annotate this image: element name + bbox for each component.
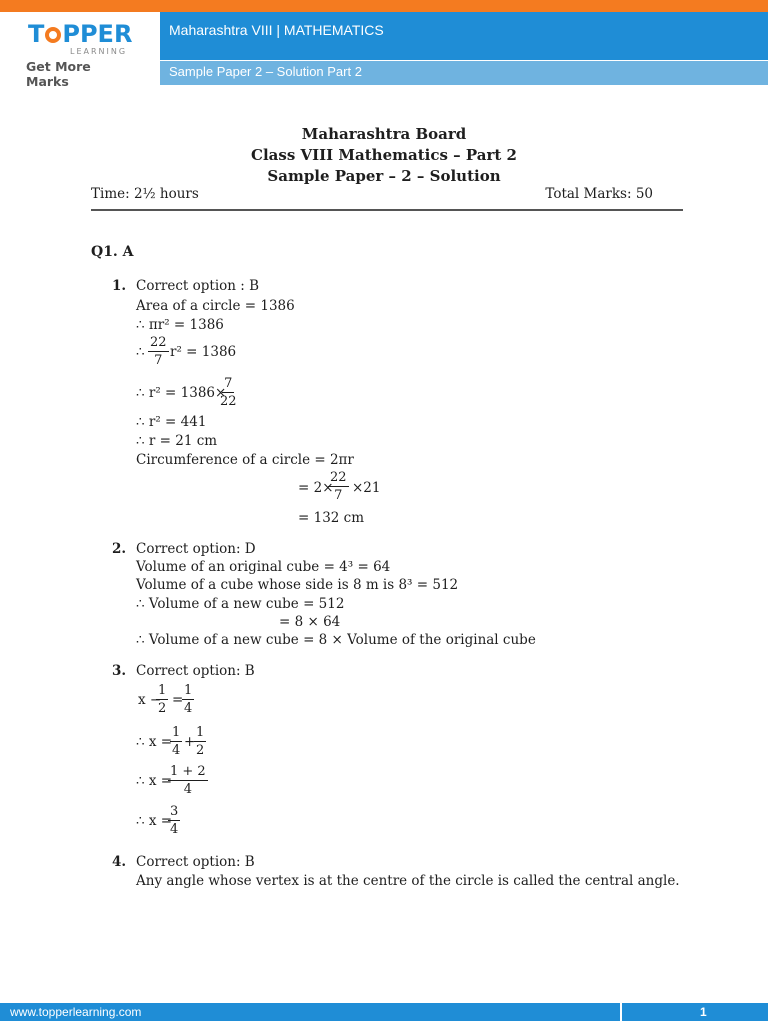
- fraction-numerator: 22: [150, 335, 167, 350]
- q4-number: 4.: [112, 854, 127, 870]
- q1-line-prefix: ∴: [136, 344, 145, 360]
- fraction-numerator: 1: [184, 683, 193, 698]
- q2-line: ∴ Volume of a new cube = 512: [136, 596, 345, 612]
- q2-line: = 8 × 64: [279, 614, 341, 630]
- q3-fraction: [156, 682, 168, 717]
- fraction-numerator: 1: [196, 725, 205, 740]
- document-titles: [0, 124, 768, 187]
- fraction-numerator: 3: [170, 804, 179, 819]
- q1-fraction: [148, 334, 169, 369]
- footer-bar: [0, 1003, 768, 1021]
- q1-line: ∴ πr² = 1386: [136, 317, 224, 333]
- q1-line-suffix: r² = 1386: [170, 344, 237, 360]
- fraction-numerator: 22: [330, 470, 347, 485]
- topper-logo[interactable]: [24, 20, 136, 89]
- logo-subtext: LEARNING: [70, 47, 128, 56]
- logo-wordmark: T PPER: [28, 20, 133, 48]
- q1-line: = 132 cm: [298, 510, 365, 526]
- logo-o-ring-icon: [45, 27, 61, 43]
- q2-number: 2.: [112, 541, 127, 557]
- q3-number: 3.: [112, 663, 127, 679]
- q3-line-prefix: ∴ x =: [136, 734, 173, 750]
- footer-separator: [620, 1003, 622, 1021]
- header-title-bar: [160, 12, 768, 60]
- q2-line: ∴ Volume of a new cube = 8 × Volume of the original cube: [136, 632, 536, 648]
- q3-option: Correct option: B: [136, 663, 255, 679]
- fraction-denominator: 2: [158, 701, 167, 716]
- q1-fraction: [328, 469, 349, 504]
- logo-tagline: Get More Marks: [26, 59, 91, 89]
- q3-fraction: [182, 682, 194, 717]
- fraction-denominator: 4: [183, 782, 192, 797]
- fraction-denominator: 4: [172, 743, 181, 758]
- q4-line: Any angle whose vertex is at the centre of the circle is called the central angle.: [136, 873, 680, 889]
- fraction-denominator: 7: [154, 353, 163, 368]
- fraction-denominator: 4: [170, 822, 179, 837]
- header-subtitle: Sample Paper 2 – Solution Part 2: [169, 64, 362, 79]
- section-heading: Q1. A: [91, 244, 134, 260]
- q3-line-mid: =: [172, 692, 184, 708]
- q3-fraction: [168, 763, 208, 798]
- q3-fraction: [168, 803, 180, 838]
- q1-option: Correct option : B: [136, 278, 260, 294]
- board-title: Maharashtra Board: [301, 125, 467, 143]
- fraction-denominator: 2: [196, 743, 205, 758]
- q1-line: Circumference of a circle = 2πr: [136, 452, 354, 468]
- q3-line-mid: +: [184, 734, 196, 750]
- divider-rule: [91, 209, 683, 211]
- q1-line-prefix: ∴ r² = 1386×: [136, 385, 227, 401]
- q2-line: Volume of a cube whose side is 8 m is 8³ = 512: [136, 577, 459, 593]
- fraction-numerator: 1: [172, 725, 181, 740]
- fraction-denominator: 22: [220, 394, 237, 409]
- q2-line: Volume of an original cube = 4³ = 64: [136, 559, 391, 575]
- q3-line-prefix: x −: [138, 692, 162, 708]
- q1-line: Area of a circle = 1386: [136, 298, 295, 314]
- fraction-numerator: 1 + 2: [170, 764, 206, 779]
- q3-fraction: [194, 724, 206, 759]
- time-label: Time: 2½ hours: [91, 186, 199, 202]
- total-marks-label: Total Marks: 50: [545, 186, 653, 202]
- fraction-denominator: 4: [184, 701, 193, 716]
- fraction-numerator: 7: [224, 376, 233, 391]
- paper-title: Sample Paper – 2 – Solution: [267, 167, 501, 185]
- q3-line-prefix: ∴ x =: [136, 813, 173, 829]
- fraction-numerator: 1: [158, 683, 167, 698]
- q2-option: Correct option: D: [136, 541, 256, 557]
- q1-line-suffix: ×21: [352, 480, 381, 496]
- fraction-denominator: 7: [334, 488, 343, 503]
- footer-url-link[interactable]: www.topperlearning.com: [10, 1005, 142, 1019]
- q3-fraction: [170, 724, 182, 759]
- top-accent-strip: [0, 0, 768, 12]
- page-number: 1: [700, 1005, 707, 1019]
- q1-line-prefix: = 2×: [298, 480, 334, 496]
- q3-line-prefix: ∴ x =: [136, 773, 173, 789]
- time-marks-row: [91, 186, 653, 202]
- q4-option: Correct option: B: [136, 854, 255, 870]
- class-title: Class VIII Mathematics – Part 2: [251, 146, 517, 164]
- q1-line: ∴ r² = 441: [136, 414, 207, 430]
- header-subtitle-bar: [160, 61, 768, 85]
- header-title: Maharashtra VIII | MATHEMATICS: [169, 22, 384, 38]
- q1-line: ∴ r = 21 cm: [136, 433, 218, 449]
- q1-fraction: [218, 375, 239, 410]
- q1-number: 1.: [112, 278, 127, 294]
